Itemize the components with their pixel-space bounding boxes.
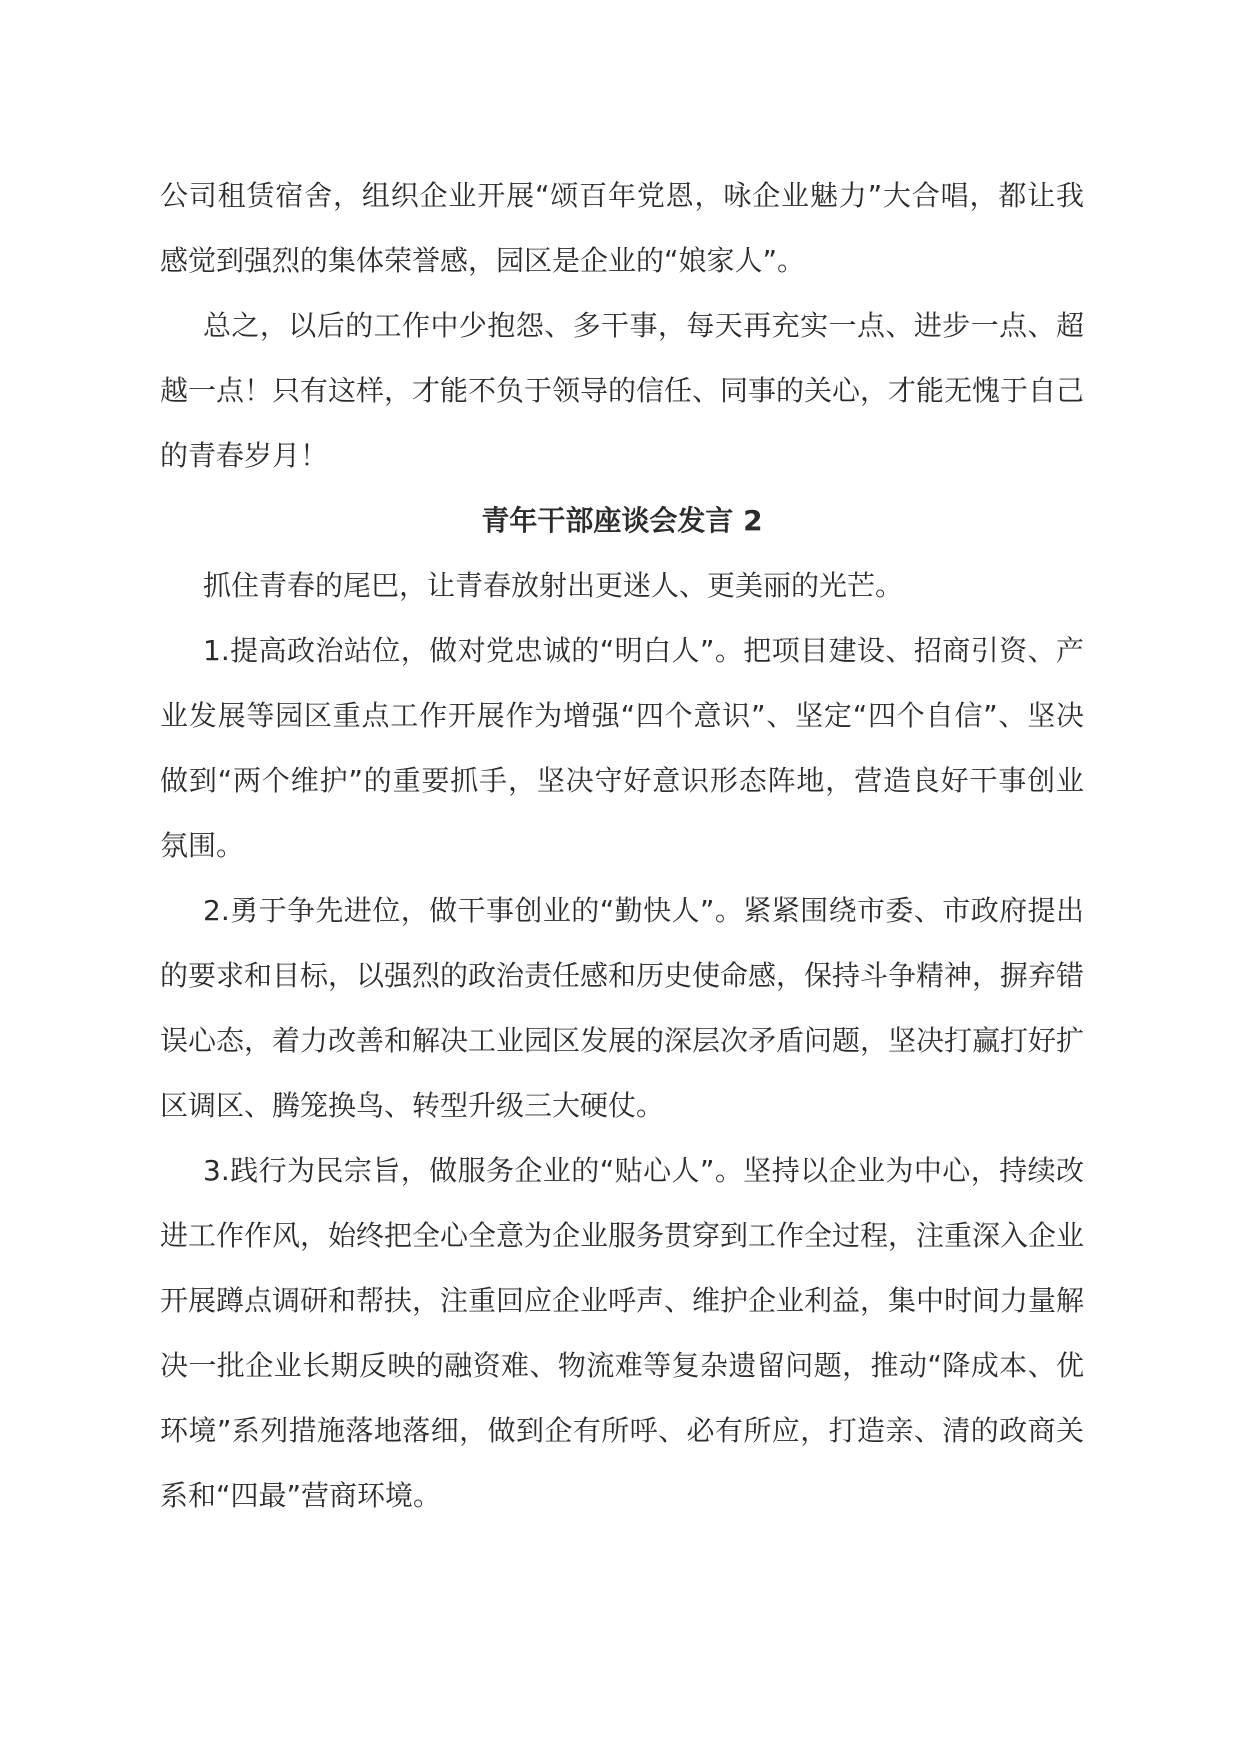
document-body [160, 163, 1084, 1528]
section-title: 青年干部座谈会发言 2 [481, 504, 763, 537]
paragraph-point-1: 1.提高政治站位，做对党忠诚的“明白人”。把项目建设、招商引资、产业发展等园区重点工作开展作为增强“四个意识”、坚定“四个自信”、坚决做到“两个维护”的重要抓手，坚决守好意识形态阵地，营造良好干事创业氛围。 [160, 634, 1084, 862]
paragraph-point-2: 2.勇于争先进位，做干事创业的“勤快人”。紧紧围绕市委、市政府提出的要求和目标，以强烈的政治责任感和历史使命感，保持斗争精神，摒弃错误心态，着力改善和解决工业园区发展的深层次矛盾问题，坚决打赢打好扩区调区、腾笼换鸟、转型升级三大硬仗。 [160, 894, 1085, 1122]
paragraph-conclusion: 总之，以后的工作中少抱怨、多干事，每天再充实一点、进步一点、超越一点！只有这样，才能不负于领导的信任、同事的关心，才能无愧于自己的青春岁月！ [160, 309, 1085, 472]
paragraph-intro: 抓住青春的尾巴，让青春放射出更迷人、更美丽的光芒。 [203, 569, 904, 602]
paragraph-continuation: 公司租赁宿舍，组织企业开展“颂百年党恩，咏企业魅力”大合唱，都让我感觉到强烈的集体荣誉感，园区是企业的“娘家人”。 [160, 179, 1084, 277]
paragraph-point-3: 3.践行为民宗旨，做服务企业的“贴心人”。坚持以企业为中心，持续改进工作作风，始终把全心全意为企业服务贯穿到工作全过程，注重深入企业开展蹲点调研和帮扶，注重回应企业呼声、维护企业利益，集中时间力量解决一批企业长期反映的融资难、物流难等复杂遗留问题，推动“降成本、优环境”系列措施落地落细，做到企有所呼、必有所应，打造亲、清的政商关系和“四最”营商环境。 [160, 1154, 1085, 1512]
